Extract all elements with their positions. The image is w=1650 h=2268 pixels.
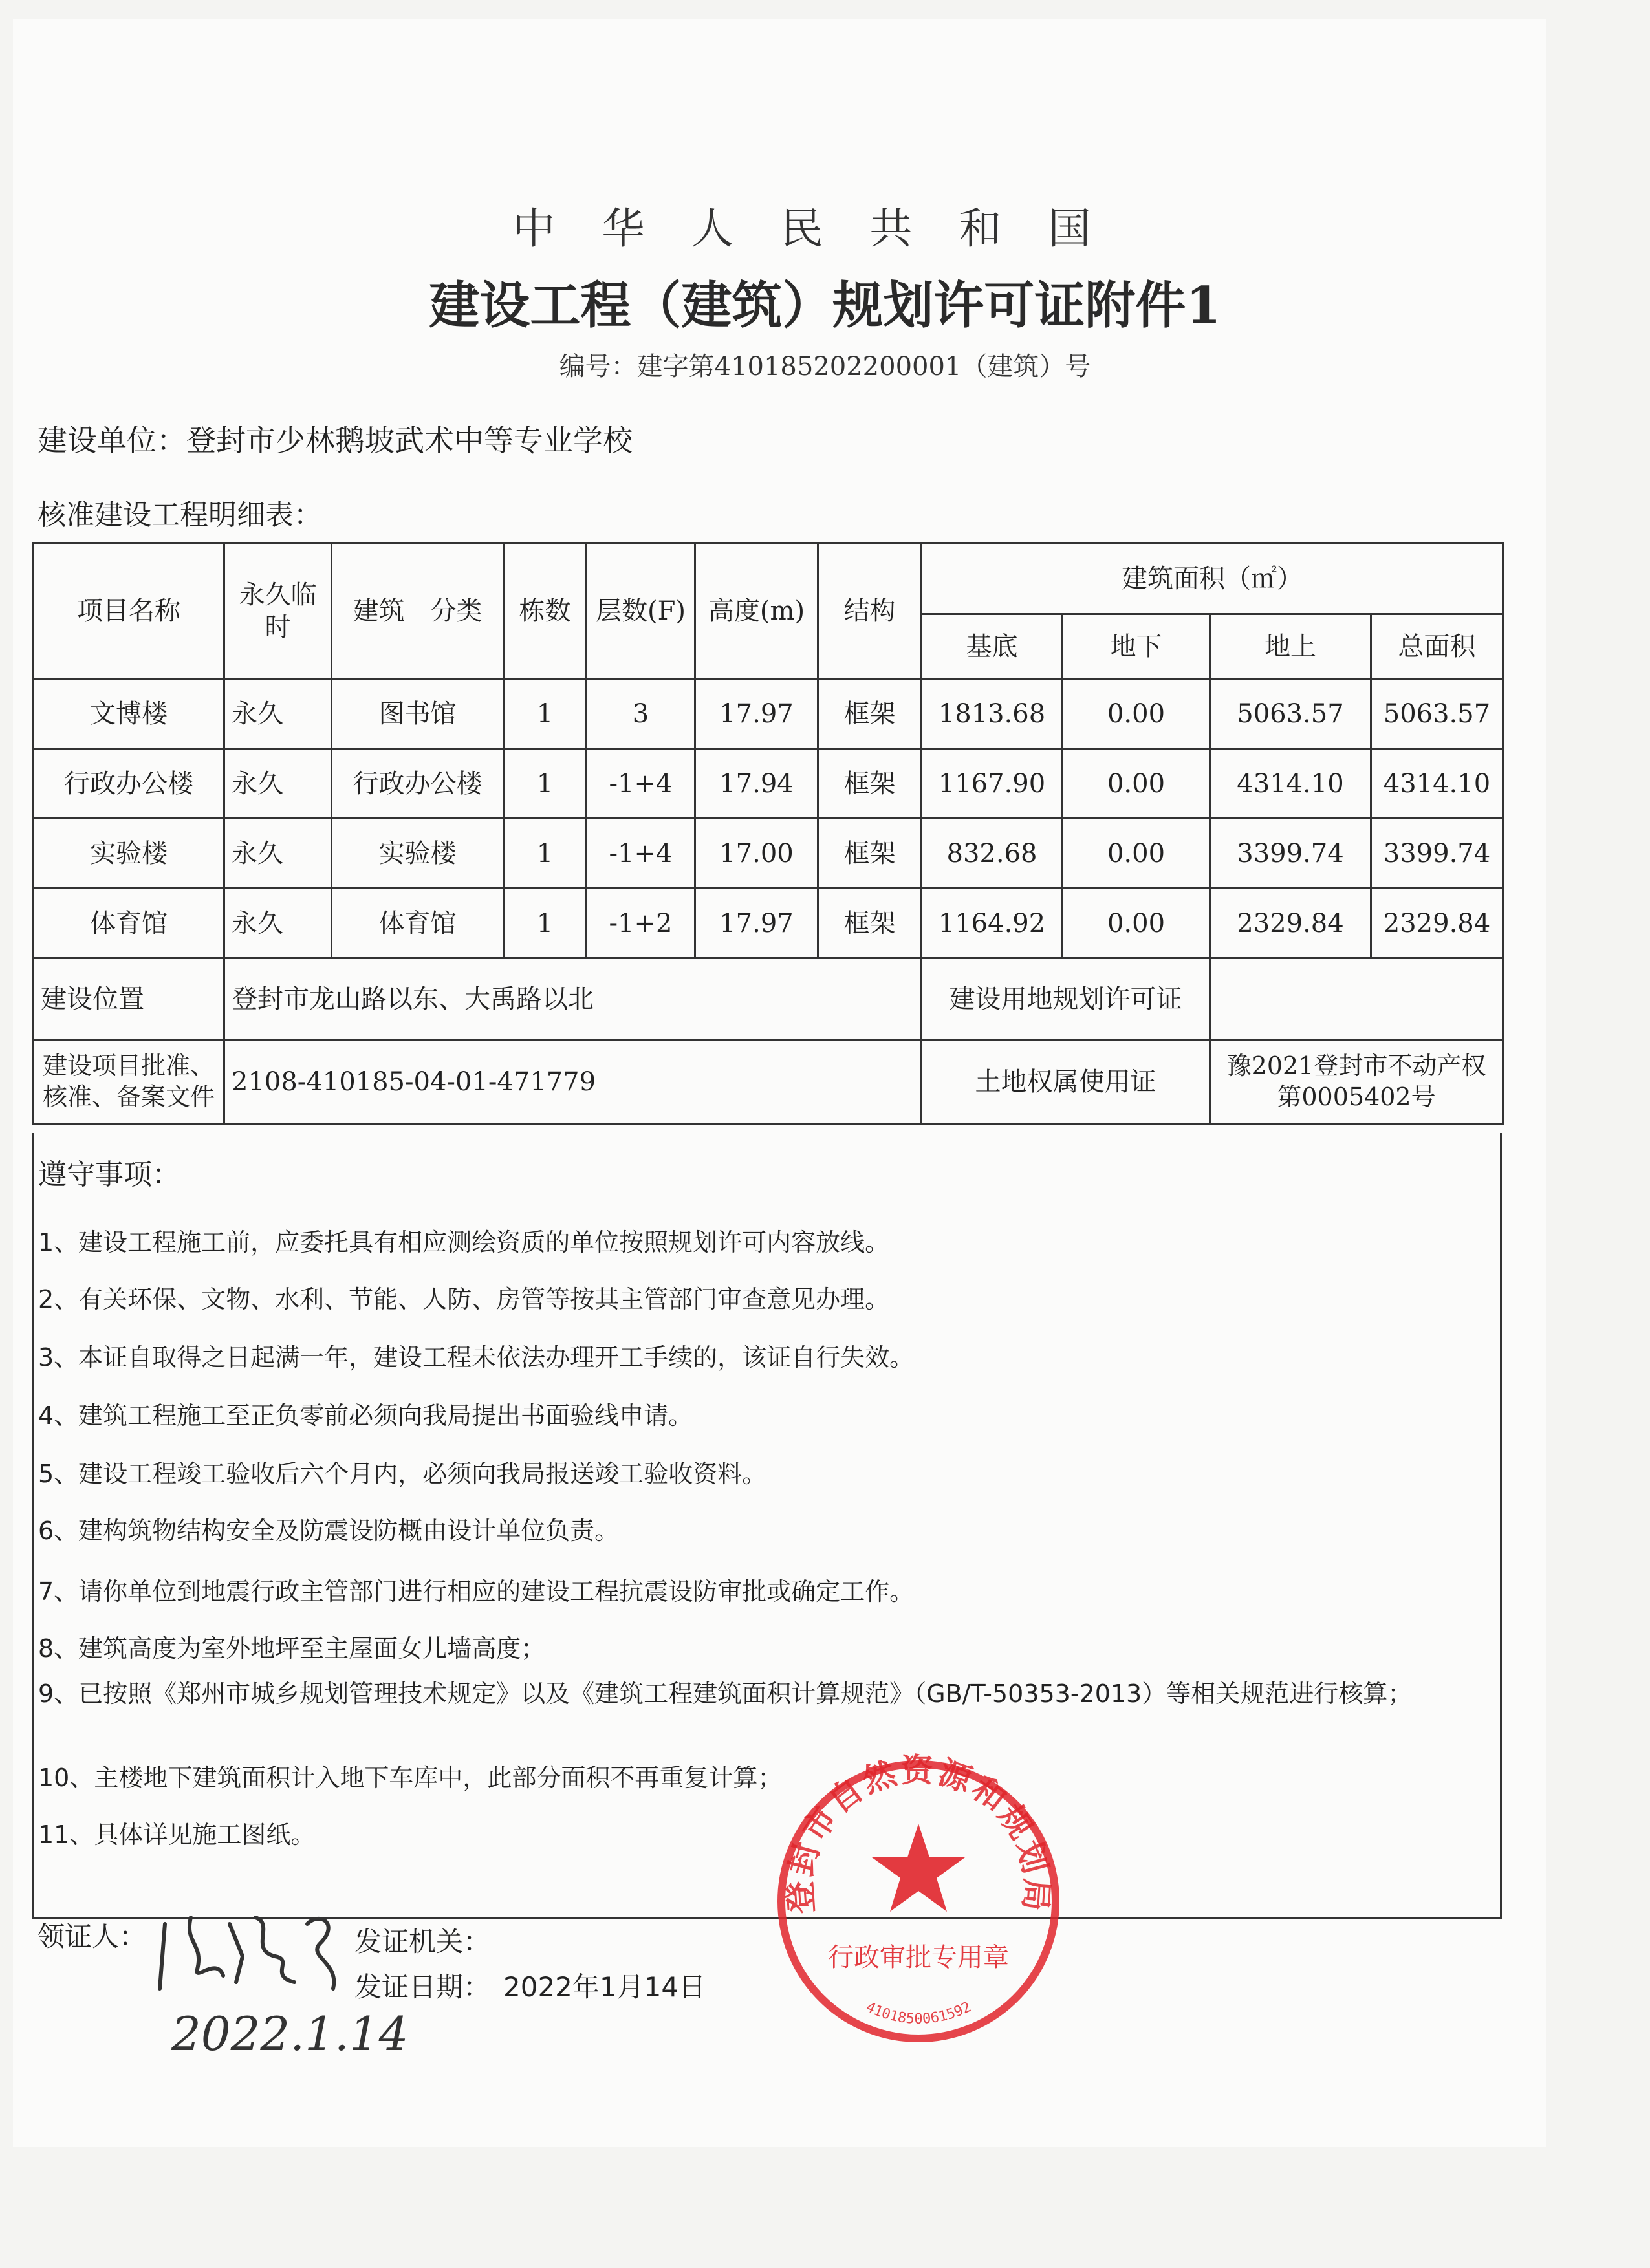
notice-item: 7、请你单位到地震行政主管部门进行相应的建设工程抗震设防审批或确定工作。 bbox=[38, 1577, 915, 1606]
notice-item: 8、建筑高度为室外地坪至主屋面女儿墙高度； bbox=[38, 1634, 546, 1663]
cell-floors: 3 bbox=[587, 679, 695, 749]
cell-total: 5063.57 bbox=[1371, 679, 1503, 749]
cell-perm: 永久 bbox=[224, 679, 332, 749]
cell-base: 1164.92 bbox=[922, 889, 1063, 958]
construction-unit: 建设单位：登封市少林鹅坡武术中等专业学校 bbox=[38, 423, 633, 458]
cell-height: 17.00 bbox=[695, 819, 818, 889]
notices-section bbox=[32, 1133, 1502, 1919]
cell-height: 17.97 bbox=[695, 679, 818, 749]
header-count: 栋数 bbox=[504, 543, 587, 679]
approval-label: 建设项目批准、核准、备案文件 bbox=[34, 1040, 224, 1124]
notice-item: 11、具体详见施工图纸。 bbox=[38, 1820, 316, 1849]
official-seal bbox=[770, 1753, 1067, 2050]
cell-under: 0.00 bbox=[1063, 749, 1210, 819]
cell-above: 5063.57 bbox=[1210, 679, 1371, 749]
notice-item: 1、建设工程施工前，应委托具有相应测绘资质的单位按照规划许可内容放线。 bbox=[38, 1228, 890, 1257]
cell-perm: 永久 bbox=[224, 889, 332, 958]
document-number: 编号：建字第410185202200001（建筑）号 bbox=[559, 352, 1091, 382]
country-heading: 中华人民共和国 bbox=[512, 204, 1138, 254]
table-row bbox=[34, 819, 1503, 889]
seal-bottom-text: 行政审批专用章 bbox=[828, 1943, 1009, 1972]
cell-above: 2329.84 bbox=[1210, 889, 1371, 958]
cell-under: 0.00 bbox=[1063, 819, 1210, 889]
notice-item: 3、本证自取得之日起满一年，建设工程未依法办理开工手续的，该证自行失效。 bbox=[38, 1343, 915, 1372]
cell-perm: 永久 bbox=[224, 819, 332, 889]
land-permit-value bbox=[1210, 958, 1503, 1040]
notice-item: 6、建构筑物结构安全及防震设防概由设计单位负责。 bbox=[38, 1517, 620, 1545]
cell-floors: -1+4 bbox=[587, 749, 695, 819]
land-cert-value: 豫2021登封市不动产权第0005402号 bbox=[1210, 1040, 1503, 1124]
cell-count: 1 bbox=[504, 679, 587, 749]
cell-structure: 框架 bbox=[818, 749, 922, 819]
notice-item: 5、建设工程竣工验收后六个月内，必须向我局报送竣工验收资料。 bbox=[38, 1460, 767, 1488]
cell-structure: 框架 bbox=[818, 819, 922, 889]
seal-code: 4101850061592 bbox=[863, 1999, 974, 2027]
cell-category: 实验楼 bbox=[332, 819, 504, 889]
cell-floors: -1+2 bbox=[587, 889, 695, 958]
cell-name: 行政办公楼 bbox=[34, 749, 224, 819]
header-category: 建筑 分类 bbox=[332, 543, 504, 679]
cell-perm: 永久 bbox=[224, 749, 332, 819]
cell-above: 3399.74 bbox=[1210, 819, 1371, 889]
cell-base: 832.68 bbox=[922, 819, 1063, 889]
svg-text:4101850061592 bbox=[863, 1999, 974, 2027]
notices-title: 遵守事项： bbox=[38, 1158, 180, 1191]
cell-under: 0.00 bbox=[1063, 679, 1210, 749]
header-under: 地下 bbox=[1063, 614, 1210, 679]
cell-under: 0.00 bbox=[1063, 889, 1210, 958]
table-row bbox=[34, 889, 1503, 958]
cell-above: 4314.10 bbox=[1210, 749, 1371, 819]
header-total: 总面积 bbox=[1371, 614, 1503, 679]
cell-category: 体育馆 bbox=[332, 889, 504, 958]
cell-count: 1 bbox=[504, 819, 587, 889]
table-row bbox=[34, 749, 1503, 819]
header-height: 高度(m) bbox=[695, 543, 818, 679]
notice-item: 9、已按照《郑州市城乡规划管理技术规定》以及《建筑工程建筑面积计算规范》（GB/T-50353-2013）等相关规范进行核算； bbox=[38, 1679, 1413, 1708]
notice-item: 2、有关环保、文物、水利、节能、人防、房管等按其主管部门审查意见办理。 bbox=[38, 1285, 890, 1313]
land-permit-label: 建设用地规划许可证 bbox=[922, 958, 1210, 1040]
cell-name: 体育馆 bbox=[34, 889, 224, 958]
cell-total: 4314.10 bbox=[1371, 749, 1503, 819]
seal-top-text: 登封市自然资源和规划局 bbox=[780, 1753, 1057, 1915]
cell-structure: 框架 bbox=[818, 889, 922, 958]
recipient-label: 领证人： bbox=[38, 1921, 147, 1952]
table-title: 核准建设工程明细表： bbox=[38, 499, 322, 532]
location-row bbox=[34, 958, 1503, 1040]
header-base: 基底 bbox=[922, 614, 1063, 679]
cell-base: 1813.68 bbox=[922, 679, 1063, 749]
header-floors: 层数(F) bbox=[587, 543, 695, 679]
issue-date-value: 2022年1月14日 bbox=[503, 1971, 706, 2003]
document-title: 建设工程（建筑）规划许可证附件1 bbox=[429, 276, 1221, 335]
authority-label: 发证机关： bbox=[354, 1926, 491, 1958]
notice-item: 10、主楼地下建筑面积计入地下车库中，此部分面积不再重复计算； bbox=[38, 1764, 783, 1792]
signature-date: 2022.1.14 bbox=[171, 2007, 409, 2061]
cell-height: 17.97 bbox=[695, 889, 818, 958]
issue-date-label: 发证日期： bbox=[354, 1971, 491, 2003]
cell-name: 实验楼 bbox=[34, 819, 224, 889]
header-area-group: 建筑面积（㎡） bbox=[922, 543, 1503, 614]
header-above: 地上 bbox=[1210, 614, 1371, 679]
cell-floors: -1+4 bbox=[587, 819, 695, 889]
approval-row bbox=[34, 1040, 1503, 1124]
cell-base: 1167.90 bbox=[922, 749, 1063, 819]
project-detail-table bbox=[32, 542, 1504, 1125]
cell-count: 1 bbox=[504, 889, 587, 958]
handwritten-signature bbox=[146, 1898, 443, 2066]
table-row bbox=[34, 679, 1503, 749]
cell-category: 图书馆 bbox=[332, 679, 504, 749]
table-header-row bbox=[34, 543, 1503, 614]
cell-height: 17.94 bbox=[695, 749, 818, 819]
cell-name: 文博楼 bbox=[34, 679, 224, 749]
header-name: 项目名称 bbox=[34, 543, 224, 679]
approval-value: 2108-410185-04-01-471779 bbox=[224, 1040, 922, 1124]
header-structure: 结构 bbox=[818, 543, 922, 679]
cell-total: 2329.84 bbox=[1371, 889, 1503, 958]
location-label: 建设位置 bbox=[34, 958, 224, 1040]
cell-count: 1 bbox=[504, 749, 587, 819]
notice-item: 4、建筑工程施工至正负零前必须向我局提出书面验线申请。 bbox=[38, 1401, 693, 1430]
cell-structure: 框架 bbox=[818, 679, 922, 749]
location-value: 登封市龙山路以东、大禹路以北 bbox=[224, 958, 922, 1040]
cell-category: 行政办公楼 bbox=[332, 749, 504, 819]
cell-total: 3399.74 bbox=[1371, 819, 1503, 889]
seal-star-icon bbox=[872, 1824, 965, 1912]
header-perm: 永久临时 bbox=[224, 543, 332, 679]
land-cert-label: 土地权属使用证 bbox=[922, 1040, 1210, 1124]
